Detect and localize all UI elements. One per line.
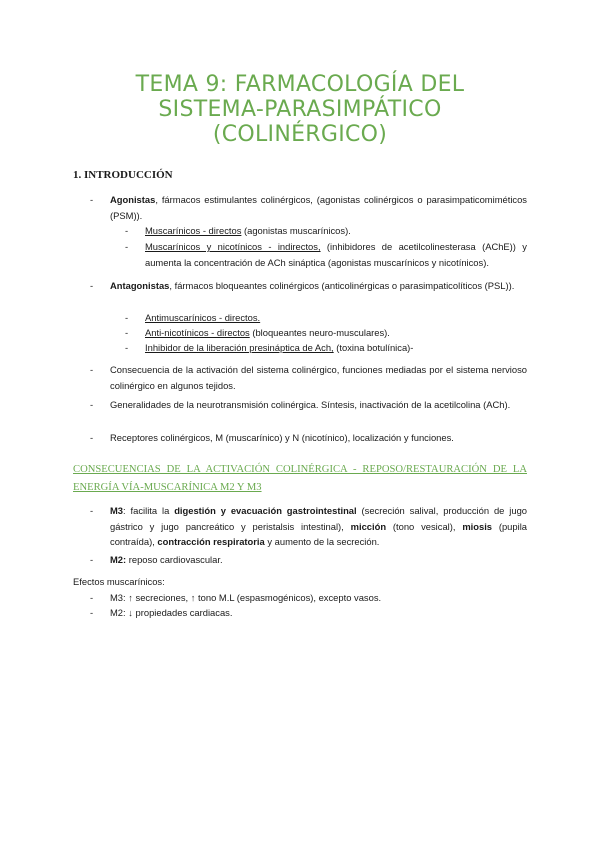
text: (pupila contraída), — [110, 520, 527, 547]
title-line: TEMA 9: FARMACOLOGÍA DEL — [135, 72, 465, 97]
list-item-sub — [125, 325, 527, 341]
bullet: - — [90, 364, 94, 375]
bullet: - — [90, 432, 94, 443]
text: Receptores colinérgicos, M (muscarínico) y N (nicotínico), localización y funciones. — [110, 432, 454, 443]
text: (agonistas muscarínicos). — [241, 225, 351, 236]
bullet: - — [90, 399, 94, 410]
list-item-sub — [125, 239, 527, 270]
list-item-m3 — [90, 503, 527, 550]
text: , fármacos bloqueantes colinérgicos (anticolinérgicas o parasimpaticolíticos (PSL)). — [169, 280, 515, 291]
term: micción — [350, 520, 387, 532]
text: , fármacos estimulantes colinérgicos, (agonistas colinérgicos o parasimpaticomiméticos (PSM)). — [110, 194, 527, 221]
document-title — [0, 72, 600, 147]
term: miosis — [462, 520, 493, 532]
bullet: - — [125, 312, 129, 323]
section-heading-introduccion: 1. INTRODUCCIÓN — [73, 169, 173, 181]
bullet: - — [90, 592, 94, 603]
efectos-label: Efectos muscarínicos: — [73, 576, 165, 587]
title-line: (COLINÉRGICO) — [212, 122, 388, 147]
text: (inhibidores de acetilcolinesterasa (AChE)) y aumenta la concentración de ACh sináptica (agonistas muscarínicos y nicotínicos). — [145, 241, 527, 268]
list-item-efecto — [90, 605, 527, 621]
text: Consecuencia de la activación del sistema colinérgico, funciones mediadas por el sistema nervioso colinérgico en algunos tejidos. — [110, 364, 527, 391]
term: Antimuscarínicos - directos. — [145, 312, 261, 323]
bullet: - — [90, 505, 94, 516]
text: : facilita la — [123, 505, 175, 516]
text: (tono vesical), — [386, 520, 463, 532]
text: Generalidades de la neurotransmisión colinérgica. Síntesis, inactivación de la acetilcolina (ACh). — [110, 399, 511, 410]
term: Agonistas — [110, 194, 156, 205]
bullet: - — [125, 327, 129, 338]
text: (secreción salival, producción de jugo gástrico y jugo pancreático y peristalsis intestinal), — [110, 505, 527, 532]
term: Inhibidor de la liberación presináptica de Ach, — [145, 342, 334, 353]
text: y aumento de la secreción. — [264, 536, 380, 547]
text: reposo cardiovascular. — [126, 554, 223, 565]
list-item-consecuencia — [90, 362, 527, 393]
list-item-agonistas — [90, 192, 527, 223]
title-line: SISTEMA-PARASIMPÁTICO — [158, 97, 442, 122]
list-item-m2 — [90, 552, 527, 568]
bullet: - — [125, 342, 129, 353]
section-heading-consecuencias: CONSECUENCIAS DE LA ACTIVACIÓN COLINÉRGICA - REPOSO/RESTAURACIÓN DE LA ENERGÍA VÍA-MUSCARÍNICA M2 Y M3 — [73, 464, 527, 493]
list-item-sub — [125, 310, 527, 326]
text: (bloqueantes neuro-musculares). — [249, 327, 390, 338]
list-item-receptores — [90, 430, 527, 446]
list-item-antagonistas — [90, 278, 527, 294]
bullet: - — [90, 554, 94, 565]
bullet: - — [90, 607, 94, 618]
list-item-generalidades — [90, 397, 527, 413]
text: M3: ↑ secreciones, ↑ tono M.L (espasmogénicos), excepto vasos. — [110, 592, 382, 603]
bullet: - — [125, 225, 129, 236]
term: M3 — [110, 505, 124, 516]
term: Muscarínicos y nicotínicos - indirectos, — [145, 241, 321, 252]
text: (toxina botulínica)- — [333, 342, 414, 353]
list-item-sub — [125, 223, 527, 239]
term: Antagonistas — [110, 280, 170, 291]
list-item-efecto — [90, 590, 527, 606]
list-item-sub — [125, 340, 527, 356]
bullet: - — [90, 280, 94, 291]
term: digestión y evacuación gastrointestinal — [174, 505, 357, 516]
term: contracción respiratoria — [157, 536, 265, 547]
bullet: - — [90, 194, 94, 205]
bullet: - — [125, 241, 129, 252]
term: M2: — [110, 554, 127, 565]
term: Muscarínicos - directos — [145, 225, 242, 236]
term: Anti-nicotínicos - directos — [145, 327, 250, 338]
text: M2: ↓ propiedades cardiacas. — [110, 607, 233, 618]
